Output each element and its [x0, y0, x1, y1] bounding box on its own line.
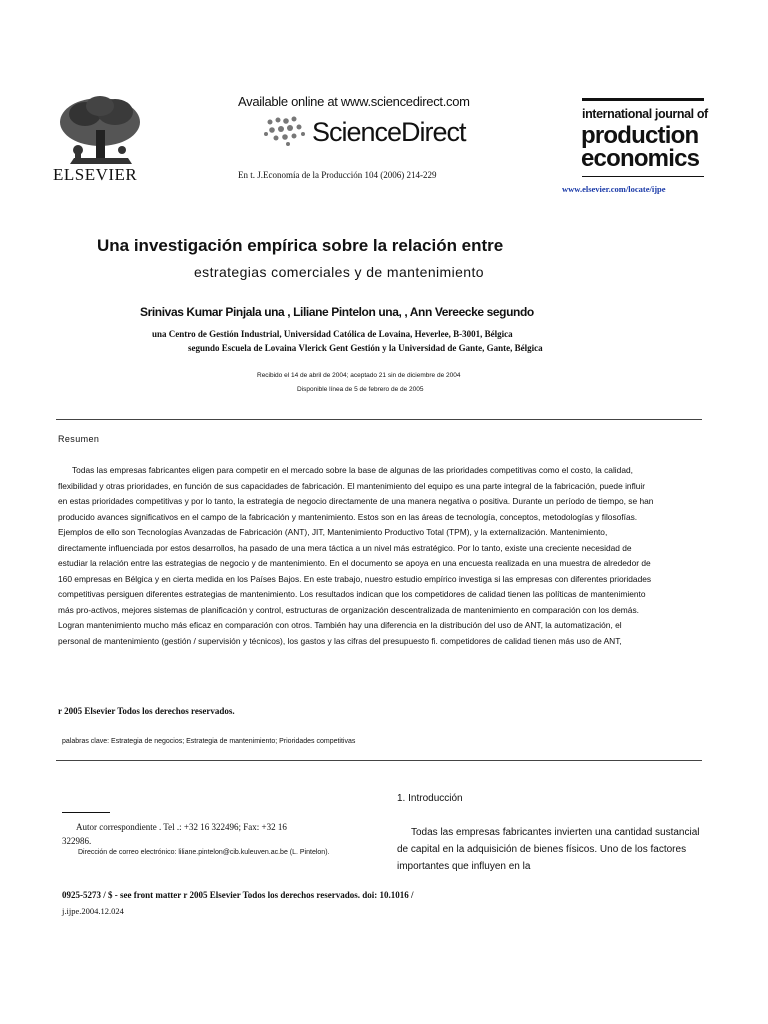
abstract-line: más pro-activos, mejores sistemas de planificación y control, estructuras de organización descentralizada de mantenimiento en comparación con los demás.: [58, 604, 639, 615]
abstract-line: 160 empresas en Bélgica y en cierta medida en los Países Bajos. En este trabajo, nuestro estudio empírico investiga si las empresas con diferentes prioridades: [58, 573, 652, 584]
abstract-line: directamente influenciada por estos desarrollos, ha pasado de una mera táctica a un nivel más estratégico. Por lo tanto, existe una creciente necesidad de: [58, 542, 632, 553]
footnote-rule: [62, 812, 110, 813]
journal-url-link[interactable]: www.elsevier.com/locate/ijpe: [562, 184, 666, 194]
corresponding-author-footnote: [62, 820, 287, 848]
journal-title-small: international journal of: [582, 107, 708, 121]
doi-line: j.ijpe.2004.12.024: [62, 906, 124, 916]
affiliation-2: segundo Escuela de Lovaina Vlerick Gent Gestión y la Universidad de Gante, Gante, Bélgica: [188, 343, 543, 353]
abstract-line: producido avances significativos en el campo de la fabricación y mantenimiento. Estos son en las áreas de tecnología, conceptos, metodologías y filosofías.: [58, 511, 638, 522]
issn-line: 0925-5273 / $ - see front matter r 2005 Elsevier Todos los derechos reservados. doi: 10.1016 /: [62, 890, 414, 900]
sciencedirect-wordmark: ScienceDirect: [312, 117, 466, 147]
author-list: Srinivas Kumar Pinjala una , Liliane Pintelon una, , Ann Vereecke segundo: [140, 305, 534, 319]
keywords: palabras clave: Estrategia de negocios; Estrategia de mantenimiento; Prioridades competitivas: [62, 738, 356, 745]
introduction-body: [397, 824, 703, 875]
abstract-line: flexibilidad y otras prioridades, en función de sus capacidades de fabricación. El mantenimiento del equipo es una parte integral de la fabricación, puede influir: [58, 480, 646, 491]
abstract-bottom-rule: [56, 760, 702, 761]
abstract-line: personal de mantenimiento (gestión / supervisión y técnicos), los gastos y las cifras del presupuesto fi. competidores de calidad tienen más uso de ANT,: [58, 635, 622, 646]
journal-bottom-rule: [582, 176, 704, 177]
abstract-line: Logran mantenimiento mucho más eficaz en comparación con otros. También hay una diferencia en la distribución del uso de ANT, la automatización, el: [58, 620, 622, 630]
available-date: Disponible línea de 5 de febrero de de 2005: [297, 386, 424, 393]
abstract-line: competitivas persiguen diferentes estrategias de mantenimiento. Los resultados indican que los competidores de calidad tienen las políticas de mantenimiento: [58, 589, 646, 599]
received-dates: Recibido el 14 de abril de 2004; aceptado 21 sin de diciembre de 2004: [257, 372, 461, 379]
intro-line: de capital en la adquisición de bienes físicos. Uno de los factores: [397, 844, 687, 855]
abstract-top-rule: [56, 419, 702, 420]
abstract-line: Todas las empresas fabricantes eligen para competir en el mercado sobre la base de algunas de las prioridades competitivas como el costo, la calidad,: [72, 465, 633, 475]
article-title: Una investigación empírica sobre la relación entre: [97, 236, 504, 255]
abstract-line: estudiar la relación entre las estrategias de negocio y de mantenimiento. En el documento se apoya en una encuesta realizada en una muestra de alrededor de: [58, 558, 651, 568]
elsevier-wordmark: ELSEVIER: [53, 165, 138, 184]
available-online-text: Available online at www.sciencedirect.com: [238, 94, 470, 109]
abstract-line: Ejemplos de ello son Tecnologías Avanzadas de Fabricación (ANT), JIT, Mantenimiento Productivo Total (TPM), y la externalización. Mantenimiento,: [58, 527, 608, 537]
journal-citation: En t. J.Economía de la Producción 104 (2006) 214-229: [238, 170, 437, 180]
abstract-body: [58, 463, 704, 649]
journal-top-rule: [582, 98, 704, 101]
email-footnote: Dirección de correo electrónico: liliane.pintelon@cib.kuleuven.ac.be (L. Pintelon).: [78, 849, 330, 856]
footnote-line: Autor correspondiente . Tel .: +32 16 322496; Fax: +32 16: [76, 822, 287, 832]
affiliation-1: una Centro de Gestión Industrial, Universidad Católica de Lovaina, Heverlee, B-3001, Bélgica: [152, 329, 513, 339]
intro-line: Todas las empresas fabricantes invierten una cantidad sustancial: [411, 827, 700, 838]
footnote-line: 322986.: [62, 836, 92, 846]
abstract-line: en estas prioridades competitivas y por lo tanto, la estrategia de negocio directamente de una manera negativa o positiva. Durante un período de tiempo, se han: [58, 496, 654, 506]
intro-line: importantes que influyen en la: [397, 861, 531, 872]
section-heading-introduction: 1. Introducción: [397, 793, 463, 804]
abstract-heading: Resumen: [58, 434, 100, 444]
article-subtitle: estrategias comerciales y de mantenimiento: [194, 264, 484, 280]
journal-title-economics: economics: [581, 145, 700, 172]
copyright-notice: r 2005 Elsevier Todos los derechos reservados.: [58, 706, 235, 716]
journal-title-production: production: [581, 122, 699, 149]
